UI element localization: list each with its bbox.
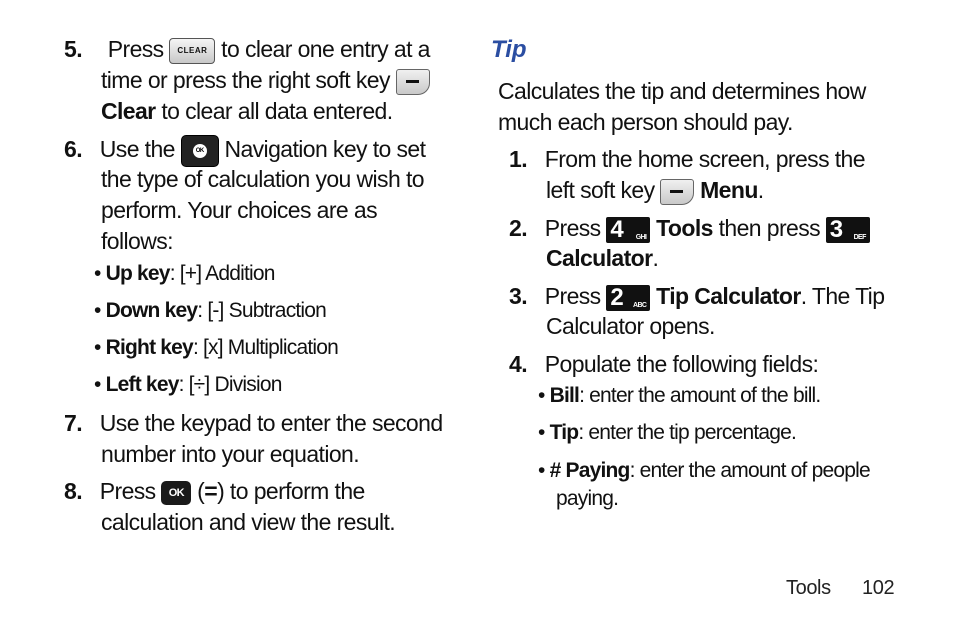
bullet-item: • Left key: [÷] Division (94, 373, 282, 396)
tip-calculator-label: Tip Calculator (656, 283, 801, 309)
bullet-text: : [÷] Division (178, 373, 282, 396)
bullet-text: : enter the tip percentage. (578, 421, 797, 444)
tip-step-2-line-2: Calculator. (546, 245, 659, 271)
bullet-key: Right key (105, 336, 193, 359)
bullet-text: : [x] Multiplication (192, 336, 338, 359)
bullet-key: Down key (105, 299, 198, 322)
step-text: Press (99, 478, 156, 504)
bullet-text: : enter the amount of the bill. (579, 384, 821, 407)
ok-key-icon: OK (161, 481, 191, 505)
step-text: ) to perform the (217, 478, 365, 504)
step-6-line-4: follows: (101, 228, 173, 254)
clear-label: Clear (101, 98, 156, 124)
step-number: 3. (509, 283, 527, 309)
bullet-text: : enter the amount of people (629, 459, 870, 482)
step-number: 8. (64, 478, 82, 504)
tip-step-1-line-1 (509, 146, 865, 173)
bullet-key: Up key (105, 262, 170, 285)
clear-key-icon: CLEAR (169, 38, 215, 64)
bullet-continuation: paying. (556, 487, 619, 510)
equals-sign: = (204, 478, 218, 504)
step-text: Press (544, 215, 601, 241)
key-3-icon: 3 DEF (826, 217, 870, 243)
step-number: 5. (64, 36, 82, 62)
bullet-item: • Up key: [+] Addition (94, 262, 275, 285)
bullet-text: : [+] Addition (169, 262, 275, 285)
tools-label: Tools (656, 215, 713, 241)
section-title: Tip (491, 36, 527, 63)
step-text: Use the keypad to enter the second (99, 410, 443, 436)
tip-step-3-line-1: 3. Press 2 ABC Tip Calculator. The Tip (509, 283, 885, 311)
step-7-line-2: number into your equation. (101, 441, 360, 467)
intro-line-1: Calculates the tip and determines how (498, 78, 866, 104)
tip-step-3-line-2: Calculator opens. (546, 313, 715, 339)
tip-step-1-line-2: left soft key Menu. (546, 177, 764, 203)
step-text: to clear all data entered. (161, 98, 393, 124)
tip-step-2-line-1: 2. Press 4 GHI Tools then press 3 DEF (509, 215, 870, 243)
key-2-icon: 2 ABC (606, 285, 650, 311)
bullet-key: Left key (105, 373, 179, 396)
step-5-line-3 (101, 98, 393, 125)
step-text: left soft key (546, 177, 655, 203)
bullet-item: • Down key: [-] Subtraction (94, 299, 327, 322)
step-number: 1. (509, 146, 527, 172)
step-text: From the home screen, press the (544, 146, 865, 172)
bullet-item: • # Paying: enter the amount of people (538, 459, 870, 482)
tip-step-4-line-1 (509, 351, 818, 378)
step-number: 4. (509, 351, 527, 377)
intro-line-2: much each person should pay. (498, 109, 793, 135)
step-6-line-3: perform. Your choices are as (101, 197, 377, 223)
footer-section: Tools (786, 577, 831, 599)
step-text: Populate the following fields: (544, 351, 819, 377)
step-5-line-2 (101, 67, 430, 95)
left-soft-key-icon (660, 179, 694, 205)
calculator-label: Calculator (546, 245, 653, 271)
bullet-item: • Tip: enter the tip percentage. (538, 421, 797, 444)
right-soft-key-icon (396, 69, 430, 95)
step-6-line-1 (64, 135, 425, 167)
step-text: Use the (99, 136, 175, 163)
bullet-text: : [-] Subtraction (197, 299, 327, 322)
step-number: 7. (64, 410, 82, 436)
navigation-key-icon: OK (181, 135, 219, 167)
page-number: 102 (862, 577, 895, 599)
step-8-line-1: 8. Press OK (=) to perform the (64, 478, 365, 504)
step-6-line-2: the type of calculation you wish to (101, 166, 424, 192)
bullet-key: # Paying (549, 459, 630, 482)
bullet-key: Tip (549, 421, 579, 444)
step-text: Navigation key to set (224, 136, 426, 163)
bullet-key: Bill (549, 384, 580, 407)
step-text: time or press the right soft key (101, 67, 390, 93)
step-text: to clear one entry at a (221, 36, 430, 62)
step-7-line-1 (64, 410, 443, 437)
step-number: 6. (64, 136, 82, 163)
bullet-item: • Bill: enter the amount of the bill. (538, 384, 821, 407)
step-text: Press (544, 283, 601, 309)
step-5-line-1 (64, 36, 430, 64)
key-4-icon: 4 GHI (606, 217, 650, 243)
bullet-item: • Right key: [x] Multiplication (94, 336, 338, 359)
menu-label: Menu (700, 177, 758, 203)
step-text: Press (107, 36, 164, 62)
step-8-line-2: calculation and view the result. (101, 509, 396, 535)
step-number: 2. (509, 215, 527, 241)
